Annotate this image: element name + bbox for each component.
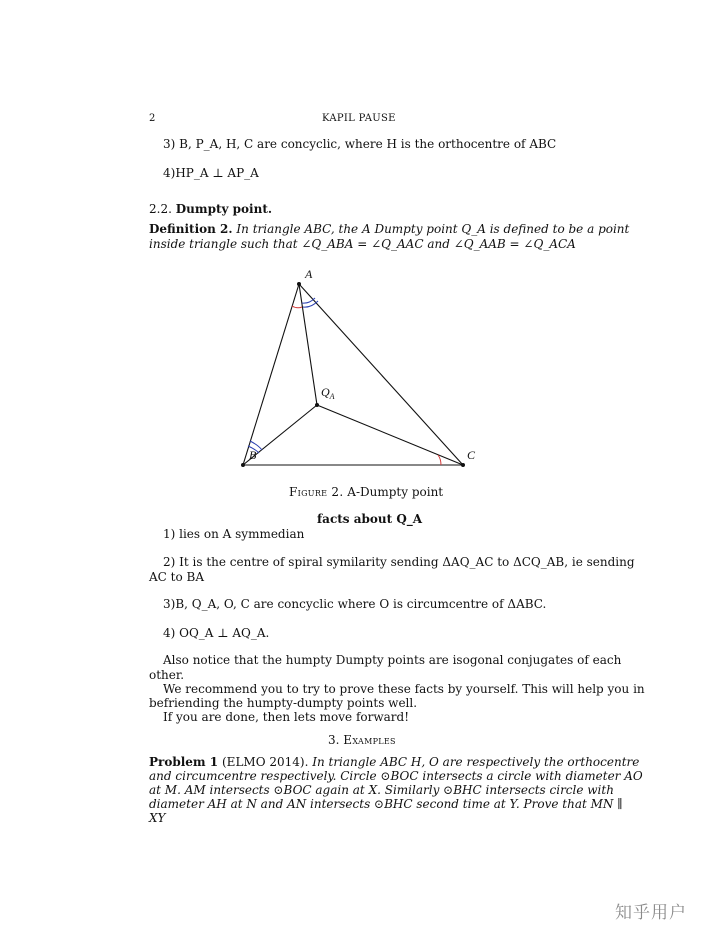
facts-heading: facts about Q_A bbox=[317, 512, 423, 526]
problem-source: (ELMO 2014). bbox=[222, 755, 309, 769]
fact-symmedian: 1) lies on A symmedian bbox=[163, 527, 305, 541]
definition-label: Definition 2. bbox=[149, 222, 233, 236]
problem-text-2: and circumcentre respectively. Circle ⊙BOC intersects a circle with diameter AO bbox=[149, 769, 643, 783]
section-3-number: 3. bbox=[328, 733, 340, 747]
running-title: KAPIL PAUSE bbox=[322, 113, 396, 124]
vertex-c bbox=[461, 463, 465, 467]
section-3-title: Examples bbox=[343, 733, 396, 747]
figure-caption-label: Figure 2. bbox=[289, 485, 344, 499]
paragraph-recommend-2: befriending the humpty-dumpty points well. bbox=[149, 696, 418, 710]
paragraph-recommend-1: We recommend you to try to prove these facts by yourself. This will help you in bbox=[163, 682, 645, 696]
definition-text-1: In triangle ABC, the A Dumpty point Q_A is defined to be a point bbox=[236, 222, 630, 236]
fact-oqa-perpendicular: 4) OQ_A ⊥ AQ_A. bbox=[163, 626, 270, 640]
vertex-a bbox=[297, 282, 301, 286]
segment-ac bbox=[299, 284, 463, 465]
triangle-lines bbox=[243, 284, 463, 465]
label-b: B bbox=[249, 448, 257, 462]
fact-4-perpendicular: 4)HP_A ⊥ AP_A bbox=[163, 166, 259, 180]
problem-label: Problem 1 bbox=[149, 755, 219, 769]
fact-concyclic-o: 3)B, Q_A, O, C are concyclic where O is circumcentre of ΔABC. bbox=[163, 597, 547, 611]
paragraph-move-forward: If you are done, then lets move forward! bbox=[163, 710, 410, 724]
figure-caption bbox=[289, 485, 443, 500]
angle-mark-red-a bbox=[292, 306, 302, 308]
angle-mark-red-c bbox=[438, 455, 441, 465]
segment-c-qa bbox=[317, 405, 463, 465]
watermark: 知乎用户 bbox=[615, 903, 687, 923]
section-title: Dumpty point. bbox=[175, 202, 273, 216]
problem-text-5: XY bbox=[149, 811, 166, 825]
label-qa: $Q_A$ bbox=[321, 385, 335, 401]
problem-text-1: In triangle ABC H, O are respectively the orthocentre bbox=[312, 755, 640, 769]
problem-text-4: diameter AH at N and AN intersects ⊙BHC second time at Y. Prove that MN ∥ bbox=[149, 797, 623, 811]
point-qa bbox=[315, 403, 319, 407]
label-a: A bbox=[305, 267, 313, 281]
vertex-b bbox=[241, 463, 245, 467]
section-number: 2.2. bbox=[149, 202, 172, 216]
figure-caption-text: A-Dumpty point bbox=[347, 485, 444, 499]
definition-text-2: inside triangle such that ∠Q_ABA = ∠Q_AAC and ∠Q_AAB = ∠Q_ACA bbox=[149, 237, 576, 251]
fact-spiral-similarity: 2) It is the centre of spiral symilarity sending ΔAQ_AC to ΔCQ_AB, ie sending bbox=[163, 555, 635, 569]
fact-spiral-similarity-cont: AC to BA bbox=[149, 570, 205, 584]
page-number: 2 bbox=[149, 113, 156, 124]
section-heading-3 bbox=[328, 733, 396, 748]
problem-text-3: at M. AM intersects ⊙BOC again at X. Similarly ⊙BHC intersects circle with bbox=[149, 783, 614, 797]
segment-ab bbox=[243, 284, 299, 465]
paragraph-isogonal-1: Also notice that the humpty Dumpty points are isogonal conjugates of each bbox=[163, 653, 622, 667]
label-c: C bbox=[467, 448, 476, 462]
paragraph-isogonal-2: other. bbox=[149, 668, 185, 682]
problem-line-1 bbox=[149, 755, 639, 770]
fact-3-concyclic: 3) B, P_A, H, C are concyclic, where H is the orthocentre of ABC bbox=[163, 137, 557, 151]
